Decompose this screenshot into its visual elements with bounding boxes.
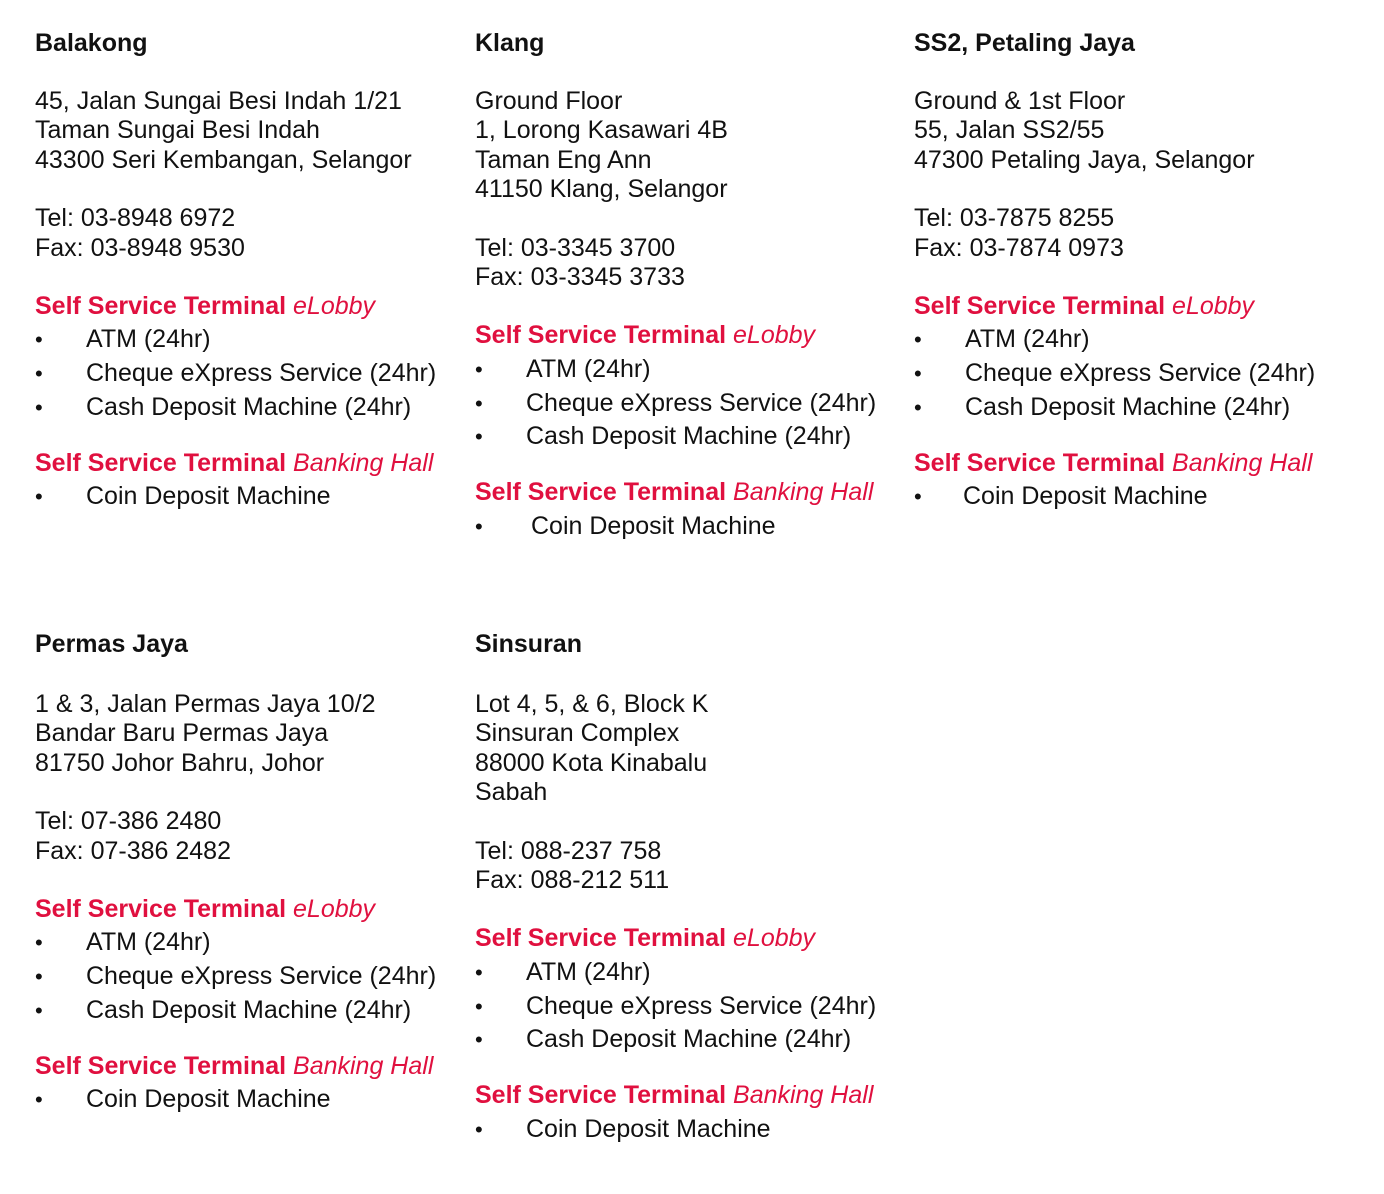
tel-number: Tel: 03-7875 8255 — [914, 204, 1115, 233]
address-line: 55, Jalan SS2/55 — [914, 116, 1105, 145]
branch-contact — [914, 204, 1344, 263]
address-line: 81750 Johor Bahru, Johor — [35, 748, 325, 777]
banking-hall-service-list — [35, 480, 465, 514]
sst-label: Self Service Terminal — [914, 448, 1166, 477]
bullet-icon: • — [35, 484, 43, 510]
bullet-icon: • — [475, 356, 483, 382]
elobby-service-list — [475, 956, 905, 1057]
service-label: Cheque eXpress Service (24hr) — [965, 359, 1316, 388]
service-label: ATM (24hr) — [965, 325, 1090, 354]
elobby-label: eLobby — [293, 895, 376, 924]
branch-name: SS2, Petaling Jaya — [914, 29, 1135, 57]
service-item — [914, 357, 1344, 391]
service-item — [475, 510, 905, 544]
banking-hall-heading — [35, 1052, 465, 1081]
service-label: ATM (24hr) — [86, 928, 211, 957]
branch-card — [475, 630, 905, 1146]
sst-label: Self Service Terminal — [475, 478, 727, 507]
service-label: Coin Deposit Machine — [963, 482, 1208, 511]
branch-card — [35, 630, 465, 1117]
banking-hall-label: Banking Hall — [1172, 448, 1313, 477]
address-line: 45, Jalan Sungai Besi Indah 1/21 — [35, 87, 402, 115]
address-line: Sabah — [475, 778, 548, 807]
branch-address — [35, 690, 465, 778]
service-item — [35, 391, 465, 425]
service-label: ATM (24hr) — [526, 957, 651, 986]
address-line: Taman Sungai Besi Indah — [35, 116, 320, 145]
address-line: 41150 Klang, Selangor — [475, 175, 728, 204]
service-label: Coin Deposit Machine — [531, 511, 776, 540]
fax-number: Fax: 03-8948 9530 — [35, 233, 245, 262]
branch-name: Balakong — [35, 29, 148, 57]
tel-number: Tel: 03-3345 3700 — [475, 233, 676, 262]
branch-card — [475, 29, 905, 543]
fax-number: Fax: 088-212 511 — [475, 866, 670, 895]
branch-name: Klang — [475, 29, 545, 57]
service-item — [914, 323, 1344, 357]
elobby-service-list — [914, 323, 1344, 424]
address-line: Lot 4, 5, & 6, Block K — [475, 690, 709, 718]
service-item — [475, 353, 905, 387]
branch-contact — [475, 837, 905, 896]
sst-label: Self Service Terminal — [475, 321, 727, 350]
branch-contact — [475, 234, 905, 293]
service-item — [475, 1113, 905, 1147]
service-label: Cheque eXpress Service (24hr) — [86, 359, 437, 388]
branch-address — [914, 87, 1344, 175]
bullet-icon: • — [914, 395, 922, 421]
branch-contact — [35, 807, 465, 866]
bullet-icon: • — [475, 993, 483, 1019]
service-item — [35, 926, 465, 960]
elobby-service-list — [475, 353, 905, 454]
service-item — [35, 480, 465, 514]
branch-address — [475, 690, 905, 808]
address-line: Ground & 1st Floor — [914, 87, 1126, 115]
bullet-icon: • — [35, 930, 43, 956]
service-label: Cheque eXpress Service (24hr) — [526, 388, 877, 417]
service-label: Cash Deposit Machine (24hr) — [965, 393, 1291, 422]
bullet-icon: • — [914, 327, 922, 353]
service-label: Cash Deposit Machine (24hr) — [86, 393, 412, 422]
elobby-service-list — [35, 323, 465, 424]
banking-hall-service-list — [475, 1113, 905, 1147]
bullet-icon: • — [475, 1027, 483, 1053]
service-label: Cash Deposit Machine (24hr) — [86, 996, 412, 1025]
address-line: Bandar Baru Permas Jaya — [35, 719, 329, 748]
banking-hall-heading — [35, 449, 465, 478]
service-item — [914, 480, 1344, 514]
bullet-icon: • — [475, 959, 483, 985]
bullet-icon: • — [35, 998, 43, 1024]
elobby-heading — [475, 321, 905, 350]
banking-hall-heading — [475, 1081, 905, 1110]
service-label: Coin Deposit Machine — [86, 1085, 331, 1114]
bullet-icon: • — [35, 395, 43, 421]
banking-hall-service-list — [914, 480, 1344, 514]
service-item — [35, 357, 465, 391]
elobby-heading — [35, 895, 465, 924]
service-label: Cheque eXpress Service (24hr) — [86, 962, 437, 991]
service-label: Coin Deposit Machine — [86, 482, 331, 511]
service-item — [914, 391, 1344, 425]
fax-number: Fax: 03-3345 3733 — [475, 263, 685, 292]
service-label: ATM (24hr) — [86, 325, 211, 354]
elobby-label: eLobby — [733, 924, 816, 953]
elobby-heading — [475, 924, 905, 953]
bullet-icon: • — [35, 327, 43, 353]
service-item — [475, 990, 905, 1024]
branch-name: Sinsuran — [475, 630, 582, 658]
elobby-label: eLobby — [733, 321, 816, 350]
branch-address — [475, 87, 905, 205]
address-line: Sinsuran Complex — [475, 719, 680, 748]
bullet-icon: • — [475, 1116, 483, 1142]
sst-label: Self Service Terminal — [475, 1081, 727, 1110]
branch-address — [35, 87, 465, 175]
service-item — [475, 387, 905, 421]
banking-hall-label: Banking Hall — [293, 448, 434, 477]
sst-label: Self Service Terminal — [35, 895, 287, 924]
service-item — [35, 994, 465, 1028]
service-item — [475, 420, 905, 454]
sst-label: Self Service Terminal — [475, 924, 727, 953]
service-item — [35, 1083, 465, 1117]
service-label: Cheque eXpress Service (24hr) — [526, 991, 877, 1020]
elobby-service-list — [35, 926, 465, 1027]
service-label: Coin Deposit Machine — [526, 1114, 771, 1143]
tel-number: Tel: 07-386 2480 — [35, 807, 222, 836]
banking-hall-service-list — [35, 1083, 465, 1117]
banking-hall-label: Banking Hall — [293, 1051, 434, 1080]
banking-hall-label: Banking Hall — [733, 1081, 874, 1110]
sst-label: Self Service Terminal — [35, 1051, 287, 1080]
service-item — [475, 1023, 905, 1057]
elobby-heading — [914, 292, 1344, 321]
banking-hall-heading — [914, 449, 1344, 478]
elobby-heading — [35, 292, 465, 321]
branch-contact — [35, 204, 465, 263]
address-line: 88000 Kota Kinabalu — [475, 748, 708, 777]
service-item — [35, 960, 465, 994]
fax-number: Fax: 07-386 2482 — [35, 836, 231, 865]
service-label: Cash Deposit Machine (24hr) — [526, 422, 852, 451]
bullet-icon: • — [35, 361, 43, 387]
sst-label: Self Service Terminal — [35, 292, 287, 321]
branch-card — [35, 29, 465, 514]
bullet-icon: • — [475, 390, 483, 416]
bullet-icon: • — [914, 361, 922, 387]
bullet-icon: • — [35, 1087, 43, 1113]
address-line: Taman Eng Ann — [475, 145, 652, 174]
fax-number: Fax: 03-7874 0973 — [914, 233, 1124, 262]
address-line: 1, Lorong Kasawari 4B — [475, 116, 728, 145]
banking-hall-heading — [475, 478, 905, 507]
service-item — [35, 323, 465, 357]
branch-card — [914, 29, 1344, 514]
elobby-label: eLobby — [1172, 292, 1255, 321]
bullet-icon: • — [914, 484, 922, 510]
tel-number: Tel: 03-8948 6972 — [35, 204, 236, 233]
elobby-label: eLobby — [293, 292, 376, 321]
service-label: ATM (24hr) — [526, 354, 651, 383]
address-line: Ground Floor — [475, 87, 623, 115]
address-line: 43300 Seri Kembangan, Selangor — [35, 145, 412, 174]
service-item — [475, 956, 905, 990]
banking-hall-service-list — [475, 510, 905, 544]
tel-number: Tel: 088-237 758 — [475, 836, 662, 865]
address-line: 47300 Petaling Jaya, Selangor — [914, 145, 1255, 174]
bullet-icon: • — [35, 964, 43, 990]
banking-hall-label: Banking Hall — [733, 478, 874, 507]
branch-name: Permas Jaya — [35, 630, 188, 658]
sst-label: Self Service Terminal — [35, 448, 287, 477]
sst-label: Self Service Terminal — [914, 292, 1166, 321]
service-label: Cash Deposit Machine (24hr) — [526, 1025, 852, 1054]
address-line: 1 & 3, Jalan Permas Jaya 10/2 — [35, 690, 376, 718]
bullet-icon: • — [475, 424, 483, 450]
bullet-icon: • — [475, 513, 483, 539]
